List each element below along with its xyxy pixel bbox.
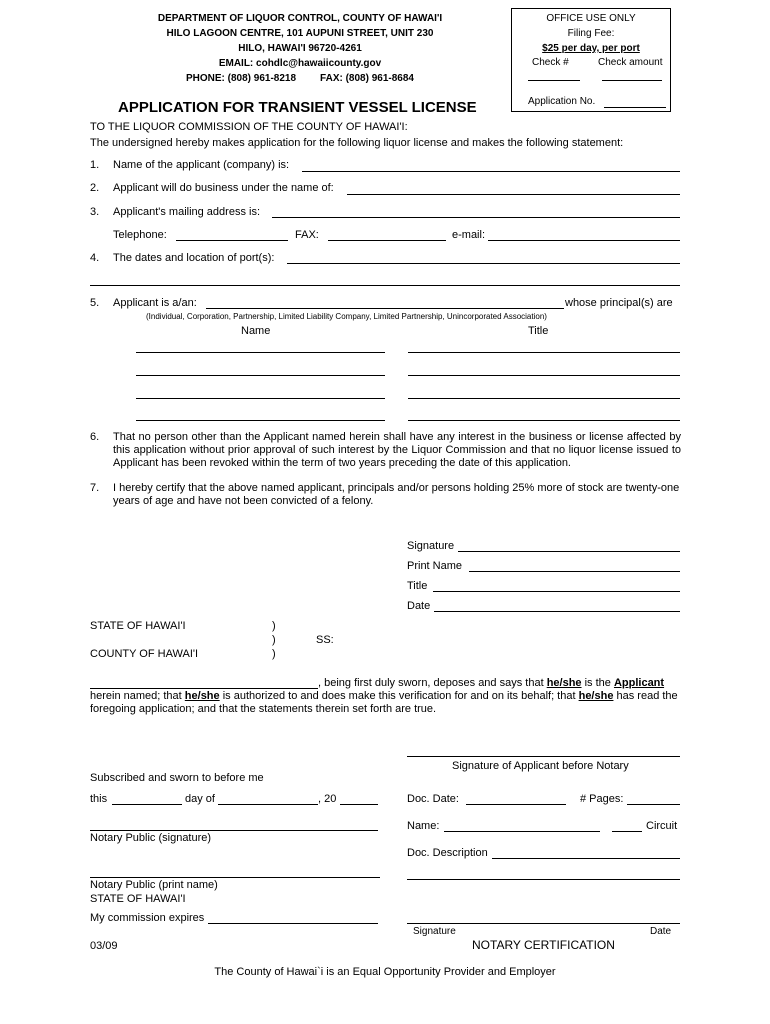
ports-field[interactable] [287, 263, 680, 264]
circuit-label: Circuit [646, 820, 678, 832]
notary-cert-signature-label: Signature [413, 926, 456, 937]
pronoun: he/she [184, 690, 220, 702]
notary-cert-date-label: Date [650, 926, 672, 937]
item-number: 3. [90, 206, 100, 218]
day-field[interactable] [112, 804, 182, 805]
circuit-field[interactable] [612, 831, 642, 832]
applicant-type-options: (Individual, Corporation, Partnership, Limited Liability Company, Limited Partnership, Unincorporated Association) [146, 312, 547, 321]
this-label: this [90, 793, 108, 805]
principal-name-field[interactable] [136, 375, 385, 376]
business-name-label: Applicant will do business under the name of: [113, 182, 334, 194]
item-number: 6. [90, 431, 100, 443]
form-revision-code: 03/09 [90, 940, 118, 952]
notary-signature-label: Notary Public (signature) [90, 832, 212, 844]
agency-phone: PHONE: (808) 961-8218 [185, 73, 297, 84]
notary-print-name-label: Notary Public (print name) [90, 879, 218, 891]
email-field[interactable] [488, 240, 680, 241]
year-prefix: , 20 [318, 793, 337, 805]
notary-cert-signature-field[interactable] [407, 923, 680, 924]
item-number: 4. [90, 252, 100, 264]
doc-description-field[interactable] [492, 858, 680, 859]
date-label: Date [407, 600, 431, 612]
doc-date-field[interactable] [466, 804, 566, 805]
principal-name-field[interactable] [136, 398, 385, 399]
check-number-label: Check # [532, 57, 569, 68]
application-number-field[interactable] [604, 107, 666, 108]
interest-statement: That no person other than the Applicant named herein shall have any interest in the business or license affected by this application without prior approval of such interest by the Liquor Commission and that no liquor license issued to Applicant has been revoked within the term of two years preceding the date of this application. [113, 431, 681, 469]
office-use-box [511, 8, 671, 112]
sworn-text: is the [581, 677, 614, 689]
ports-field-continued[interactable] [90, 285, 680, 286]
notary-print-name-field[interactable] [90, 877, 380, 878]
sworn-statement-line1 [318, 677, 664, 690]
state-label: STATE OF HAWAI'I [90, 620, 186, 632]
principal-name-field[interactable] [136, 352, 385, 353]
title-field[interactable] [433, 591, 680, 592]
applicant-type-field[interactable] [206, 308, 564, 309]
agency-city: HILO, HAWAI'I 96720-4261 [238, 43, 362, 54]
year-label: 20 [324, 793, 337, 805]
agency-name: DEPARTMENT OF LIQUOR CONTROL, COUNTY OF HAWAI'I [157, 13, 443, 24]
applicant-name-label: Name of the applicant (company) is: [113, 159, 290, 171]
principal-title-header: Title [528, 325, 549, 337]
age-certification: I hereby certify that the above named applicant, principals and/or persons holding 25% more of stock are twenty-one years of age and have not been convicted of a felony. [113, 482, 680, 507]
business-name-field[interactable] [347, 194, 680, 195]
agency-email: EMAIL: cohdlc@hawaiicounty.gov [218, 58, 382, 69]
application-number-label: Application No. [528, 96, 596, 107]
check-amount-label: Check amount [598, 57, 663, 68]
doc-date-label: Doc. Date: [407, 793, 459, 805]
office-use-title: OFFICE USE ONLY [546, 13, 636, 24]
telephone-label: Telephone: [113, 229, 167, 241]
item-number: 7. [90, 482, 100, 494]
notary-signature-field[interactable] [90, 830, 378, 831]
title-label: Title [407, 580, 428, 592]
telephone-field[interactable] [176, 240, 288, 241]
applicant-notary-signature-label: Signature of Applicant before Notary [452, 760, 629, 772]
principal-title-field[interactable] [408, 352, 680, 353]
applicant-term: Applicant [613, 677, 665, 689]
pages-label: # Pages: [580, 793, 624, 805]
item-number: 5. [90, 297, 100, 309]
pronoun: he/she [578, 690, 614, 702]
check-number-field[interactable] [528, 80, 580, 81]
ss-label: SS: [316, 634, 334, 646]
subscribed-label: Subscribed and sworn to before me [90, 772, 264, 784]
doc-description-field-continued[interactable] [407, 879, 680, 880]
item-number: 1. [90, 159, 100, 171]
print-name-label: Print Name [407, 560, 463, 572]
day-of-label: day of [185, 793, 215, 805]
principals-label: whose principal(s) are [565, 297, 673, 309]
commission-expires-label: My commission expires [90, 912, 205, 924]
form-title: APPLICATION FOR TRANSIENT VESSEL LICENSE [118, 99, 477, 116]
month-field[interactable] [218, 804, 318, 805]
print-name-field[interactable] [469, 571, 680, 572]
pronoun: he/she [546, 677, 582, 689]
fax-field[interactable] [328, 240, 446, 241]
applicant-notary-signature-field[interactable] [407, 756, 680, 757]
pages-field[interactable] [627, 804, 680, 805]
item-number: 2. [90, 182, 100, 194]
mailing-address-field[interactable] [272, 217, 680, 218]
date-field[interactable] [434, 611, 680, 612]
county-label: COUNTY OF HAWAI'I [90, 648, 199, 660]
notary-state-label: STATE OF HAWAI'I [90, 893, 186, 905]
agency-header [120, 11, 480, 86]
email-label: e-mail: [452, 229, 486, 241]
principal-title-field[interactable] [408, 398, 680, 399]
principal-title-field[interactable] [408, 420, 680, 421]
addressee-line: TO THE LIQUOR COMMISSION OF THE COUNTY OF HAWAI'I: [90, 121, 408, 133]
bracket: ) [272, 634, 276, 646]
ports-label: The dates and location of port(s): [113, 252, 275, 264]
sworn-text: , being first duly sworn, deposes and says that [318, 677, 547, 689]
sworn-text: has read the foregoing application; and that the statements therein set forth are true. [90, 690, 678, 715]
applicant-name-field[interactable] [302, 171, 680, 172]
bracket: ) [272, 620, 276, 632]
fax-label: FAX: [295, 229, 319, 241]
sworn-text: herein named; that [90, 690, 185, 702]
fee-amount: $25 per day, per port [542, 43, 640, 54]
doc-description-label: Doc. Description [407, 847, 488, 859]
signature-label: Signature [407, 540, 455, 552]
filing-fee-label: Filing Fee: [567, 28, 615, 39]
principal-name-header: Name [241, 325, 271, 337]
principal-title-field[interactable] [408, 375, 680, 376]
notary-certification-title: NOTARY CERTIFICATION [472, 938, 615, 952]
sworn-statement-body [90, 690, 682, 716]
check-amount-field[interactable] [602, 80, 662, 81]
agency-fax: FAX: (808) 961-8684 [320, 73, 414, 84]
commission-expires-field[interactable] [208, 923, 378, 924]
principal-name-field[interactable] [136, 420, 385, 421]
sworn-text: is authorized to and does make this verification for and on its behalf; that [219, 690, 579, 702]
applicant-type-label: Applicant is a/an: [113, 297, 197, 309]
agency-phone-fax [120, 71, 480, 86]
intro-statement: The undersigned hereby makes application for the following liquor license and makes the following statement: [90, 137, 624, 149]
bracket: ) [272, 648, 276, 660]
agency-address: HILO LAGOON CENTRE, 101 AUPUNI STREET, UNIT 230 [166, 28, 434, 39]
equal-opportunity-statement: The County of Hawai`i is an Equal Opportunity Provider and Employer [214, 966, 556, 978]
mailing-address-label: Applicant's mailing address is: [113, 206, 261, 218]
notary-name-label: Name: [407, 820, 440, 832]
signature-field[interactable] [458, 551, 680, 552]
affiant-name-field[interactable] [90, 688, 318, 689]
notary-name-field[interactable] [444, 831, 600, 832]
year-field[interactable] [340, 804, 378, 805]
